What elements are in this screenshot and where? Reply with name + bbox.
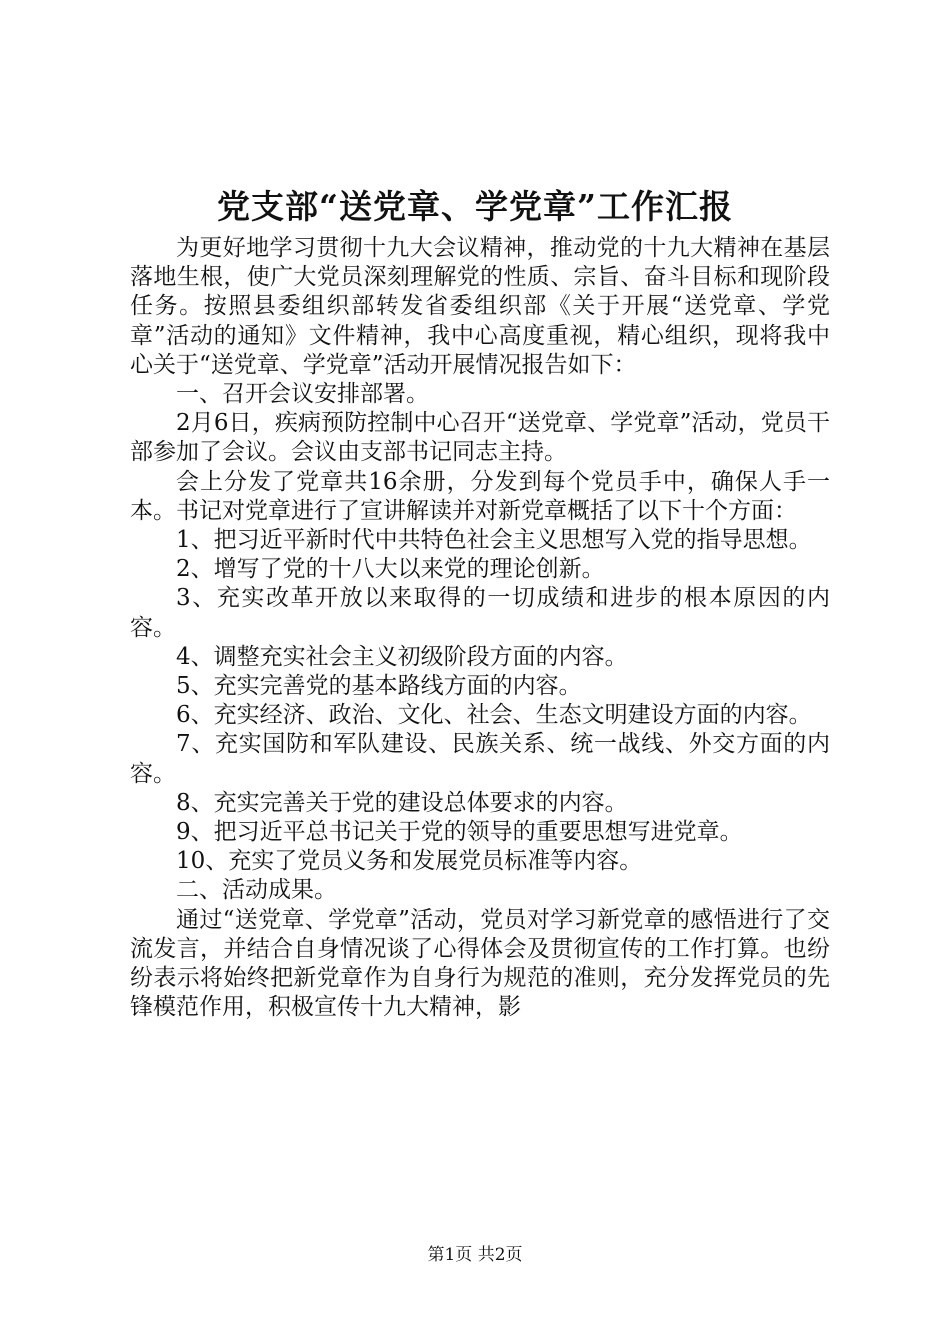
section-heading-1: 一、召开会议安排部署。 (176, 381, 429, 408)
paragraph-intro: 为更好地学习贯彻十九大会议精神，推动党的十九大精神在基层落地生根，使广大党员深刻理解党的性质、宗旨、奋斗目标和现阶段任务。按照县委组织部转发省委组织部《关于开展“送党章、学党章”活动的通知》文件精神，我中心高度重视，精心组织，现将我中心关于“送党章、学党章”活动开展情况报告如下： (130, 235, 830, 378)
list-item: 9、把习近平总书记关于党的领导的重要思想写进党章。 (176, 819, 743, 846)
list-item: 5、充实完善党的基本路线方面的内容。 (176, 673, 582, 700)
list-item: 7、充实国防和军队建设、民族关系、统一战线、外交方面的内容。 (130, 731, 830, 787)
paragraph-distribution: 会上分发了党章共16余册，分发到每个党员手中，确保人手一本。书记对党章进行了宣讲解读并对新党章概括了以下十个方面： (130, 468, 830, 524)
list-item: 6、充实经济、政治、文化、社会、生态文明建设方面的内容。 (176, 702, 812, 729)
page-number-footer: 第1页 共2页 (427, 1245, 523, 1265)
list-item: 2、增写了党的十八大以来党的理论创新。 (176, 556, 605, 583)
list-item: 8、充实完善关于党的建设总体要求的内容。 (176, 789, 628, 816)
list-item: 10、充实了党员义务和发展党员标准等内容。 (176, 848, 643, 875)
paragraph-results: 通过“送党章、学党章”活动，党员对学习新党章的感悟进行了交流发言，并结合自身情况谈了心得体会及贯彻宣传的工作打算。也纷纷表示将始终把新党章作为自身行为规范的准则，充分发挥党员的先锋模范作用，积极宣传十九大精神，影 (130, 906, 830, 1021)
paragraph-meeting: 2月6日，疾病预防控制中心召开“送党章、学党章”活动，党员干部参加了会议。会议由支部书记同志主持。 (130, 410, 830, 466)
section-heading-2: 二、活动成果。 (176, 877, 337, 904)
list-item: 1、把习近平新时代中共特色社会主义思想写入党的指导思想。 (176, 527, 812, 554)
list-item: 4、调整充实社会主义初级阶段方面的内容。 (176, 643, 628, 670)
document-title: 党支部“送党章、学党章”工作汇报 (217, 187, 733, 226)
document-body (130, 234, 830, 1022)
list-item: 3、充实改革开放以来取得的一切成绩和进步的根本原因的内容。 (130, 585, 830, 641)
